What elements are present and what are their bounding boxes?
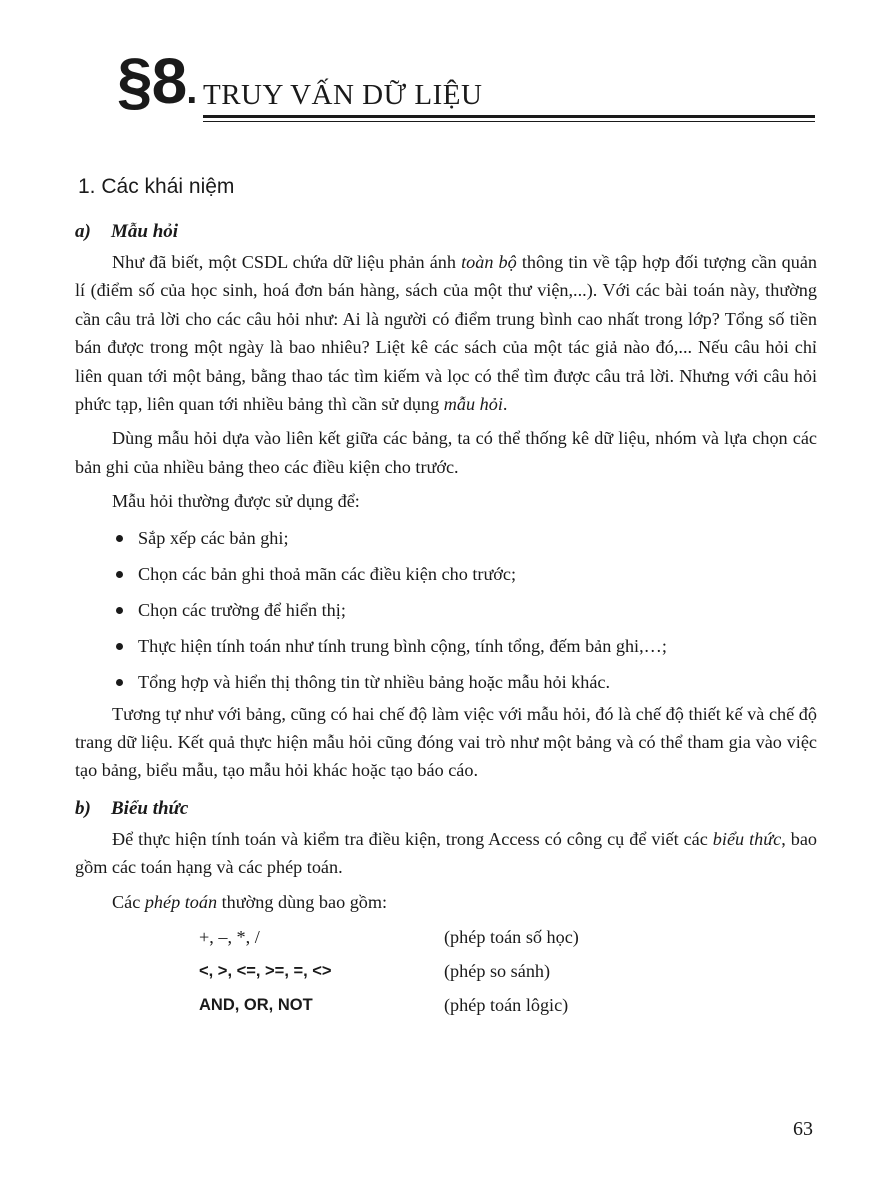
bullet-icon (116, 607, 123, 614)
section-heading: 1. Các khái niệm (78, 175, 235, 198)
paragraph-expressions: Để thực hiện tính toán và kiểm tra điều kiện, trong Access có công cụ để viết các biểu thức, bao gồm các toán hạng và các phép toán. (75, 828, 818, 878)
operator-row (75, 920, 817, 954)
list-item: Chọn các trường để hiển thị; (75, 592, 817, 628)
paragraph-uses-intro: Mẫu hỏi thường được sử dụng để: (112, 491, 360, 512)
list-item: Thực hiện tính toán như tính trung bình cộng, tính tổng, đếm bản ghi,…; (75, 628, 817, 664)
operator-expression: +, –, *, / (199, 927, 260, 948)
bullet-icon (116, 535, 123, 542)
bullet-icon (116, 643, 123, 650)
operator-description: (phép toán số học) (444, 927, 579, 948)
paragraph-operators-intro: Các phép toán thường dùng bao gồm: (112, 891, 388, 912)
chapter-title: TRUY VẤN DỮ LIỆU (203, 79, 483, 111)
bullet-icon (116, 679, 123, 686)
operator-row (75, 954, 817, 988)
content-body (75, 172, 817, 1022)
subsection-heading-a: a) Mẫu hỏi (75, 221, 179, 242)
operator-description: (phép toán lôgic) (444, 995, 569, 1016)
chapter-header (117, 45, 817, 125)
subsection-heading-b: b) Biểu thức (75, 797, 189, 819)
title-rule-thin (203, 121, 815, 122)
list-item: Sắp xếp các bản ghi; (75, 520, 817, 556)
title-rule-thick (203, 115, 815, 118)
page-number: 63 (793, 1118, 813, 1140)
operators-table (75, 920, 817, 1022)
uses-list (75, 520, 817, 700)
chapter-number: §8. (117, 45, 197, 117)
operator-description: (phép so sánh) (444, 961, 551, 982)
bullet-icon (116, 571, 123, 578)
paragraph-intro: Như đã biết, một CSDL chứa dữ liệu phản ánh toàn bộ thông tin về tập hợp đối tượng cần quản lí (điểm số của học sinh, hoá đơn bán hàng, sách của một thư viện,...). Với các bài toán này, thường cần câu trả lời cho các câu hỏi như: Ai là người có điểm trung bình cao nhất trong lớp? Tổng số tiền bán được trong một ngày là bao nhiêu? Liệt kê các sách của một tác giả nào đó,... Nếu câu hỏi chỉ liên quan tới một bảng, bằng thao tác tìm kiếm và lọc có thể tìm được câu trả lời. Nhưng với câu hỏi phức tạp, liên quan tới nhiều bảng thì cần sử dụng mẫu hỏi. (75, 252, 817, 415)
paragraph-modes: Tương tự như với bảng, cũng có hai chế độ làm việc với mẫu hỏi, đó là chế độ thiết kế và chế độ trang dữ liệu. Kết quả thực hiện mẫu hỏi cũng đóng vai trò như một bảng và có thể tham gia vào việc tạo bảng, biểu mẫu, tạo mẫu hỏi khác hoặc tạo báo cáo. (75, 703, 817, 781)
list-item: Chọn các bản ghi thoả mãn các điều kiện cho trước; (75, 556, 817, 592)
operator-row (75, 988, 817, 1022)
paragraph-joins: Dùng mẫu hỏi dựa vào liên kết giữa các bảng, ta có thể thống kê dữ liệu, nhóm và lựa chọn các bản ghi của nhiều bảng theo các điều kiện cho trước. (75, 428, 817, 477)
operator-expression: <, >, <=, >=, =, <> (199, 962, 332, 981)
operator-expression: AND, OR, NOT (199, 996, 313, 1015)
list-item: Tổng hợp và hiển thị thông tin từ nhiều bảng hoặc mẫu hỏi khác. (75, 664, 817, 700)
